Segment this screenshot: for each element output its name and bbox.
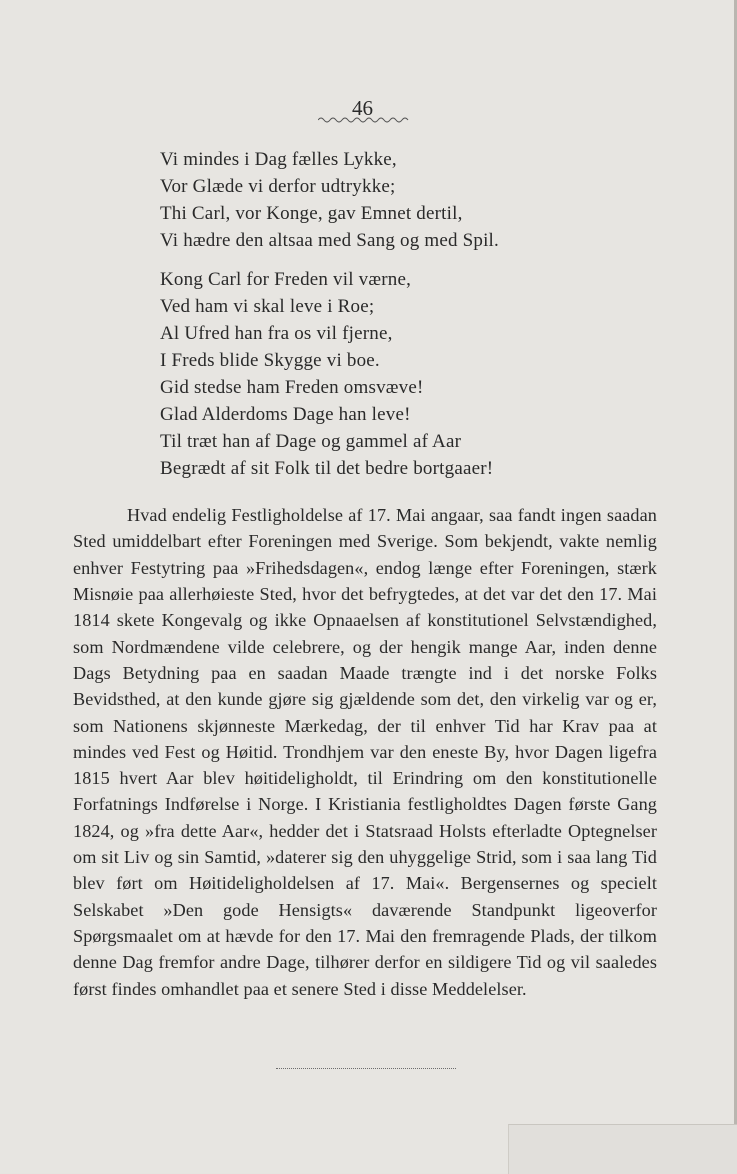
verse-line: Vi mindes i Dag fælles Lykke, — [160, 149, 397, 170]
poem — [160, 146, 499, 494]
page-corner-shadow — [508, 1124, 737, 1174]
verse-line: Ved ham vi skal leve i Roe; — [160, 296, 375, 317]
ornament-rule — [318, 114, 410, 126]
verse-line: Til træt han af Dage og gammel af Aar — [160, 431, 462, 452]
verse-line: Vi hædre den altsaa med Sang og med Spil. — [160, 230, 499, 251]
verse-line: Al Ufred han fra os vil fjerne, — [160, 323, 393, 344]
verse-line: Vor Glæde vi derfor udtrykke; — [160, 176, 396, 197]
page-number: 46 — [352, 96, 373, 120]
verse-line: Begrædt af sit Folk til det bedre bortgaaer! — [160, 458, 494, 479]
verse-line: I Freds blide Skygge vi boe. — [160, 350, 380, 371]
prose-paragraph: Hvad endelig Festligholdelse af 17. Mai angaar, saa fandt ingen saadan Sted umiddelbart efter Foreningen med Sverige. Som bekjendt, vakte nemlig enhver Festytring paa »Frihedsdagen«, endog længe efter Foreningen, stærk Misnøie paa allerhøieste Sted, hvor det befrygtedes, at det var det den 17. Mai 1814 skete Kongevalg og ikke Opnaaelsen af konstitutionel Selvstændighed, som Nordmændene vilde celebrere, og der hengik mange Aar, inden denne Dags Betydning paa en saadan Maade trængte ind i det norske Folks Bevidsthed, at den kunde gjøre sig gjældende som det, den virkelig var og er, som Nationens skjønneste Mærkedag, der til enhver Tid har Krav paa at mindes ved Fest og Høitid. Trondhjem var den eneste By, hvor Dagen ligefra 1815 hvert Aar blev høitideligholdt, til Erindring om den konstitutionelle Forfatnings Indførelse i Norge. I Kristiania festligholdtes Dagen første Gang 1824, og »fra dette Aar«, hedder det i Statsraad Holsts efterladte Optegnelser om sit Liv og sin Samtid, »daterer sig den uhyggelige Strid, som i saa lang Tid blev ført om Høitideligholdelsen af 17. Mai«. Bergensernes og specielt Selskabet »Den gode Hensigts« daværende Standpunkt ligeoverfor Spørgsmaalet om at hævde for den 17. Mai den fremragende Plads, der tilkom denne Dag fremfor andre Dage, tilhører derfor en sildigere Tid og vil saaledes først findes omhandlet paa et senere Sted i disse Meddelelser. — [73, 505, 657, 999]
section-divider — [276, 1068, 456, 1069]
stanza-1 — [160, 146, 499, 254]
verse-line: Glad Alderdoms Dage han leve! — [160, 404, 411, 425]
verse-line: Gid stedse ham Freden omsvæve! — [160, 377, 424, 398]
verse-line: Thi Carl, vor Konge, gav Emnet dertil, — [160, 203, 463, 224]
verse-line: Kong Carl for Freden vil værne, — [160, 269, 412, 290]
stanza-2 — [160, 266, 499, 482]
